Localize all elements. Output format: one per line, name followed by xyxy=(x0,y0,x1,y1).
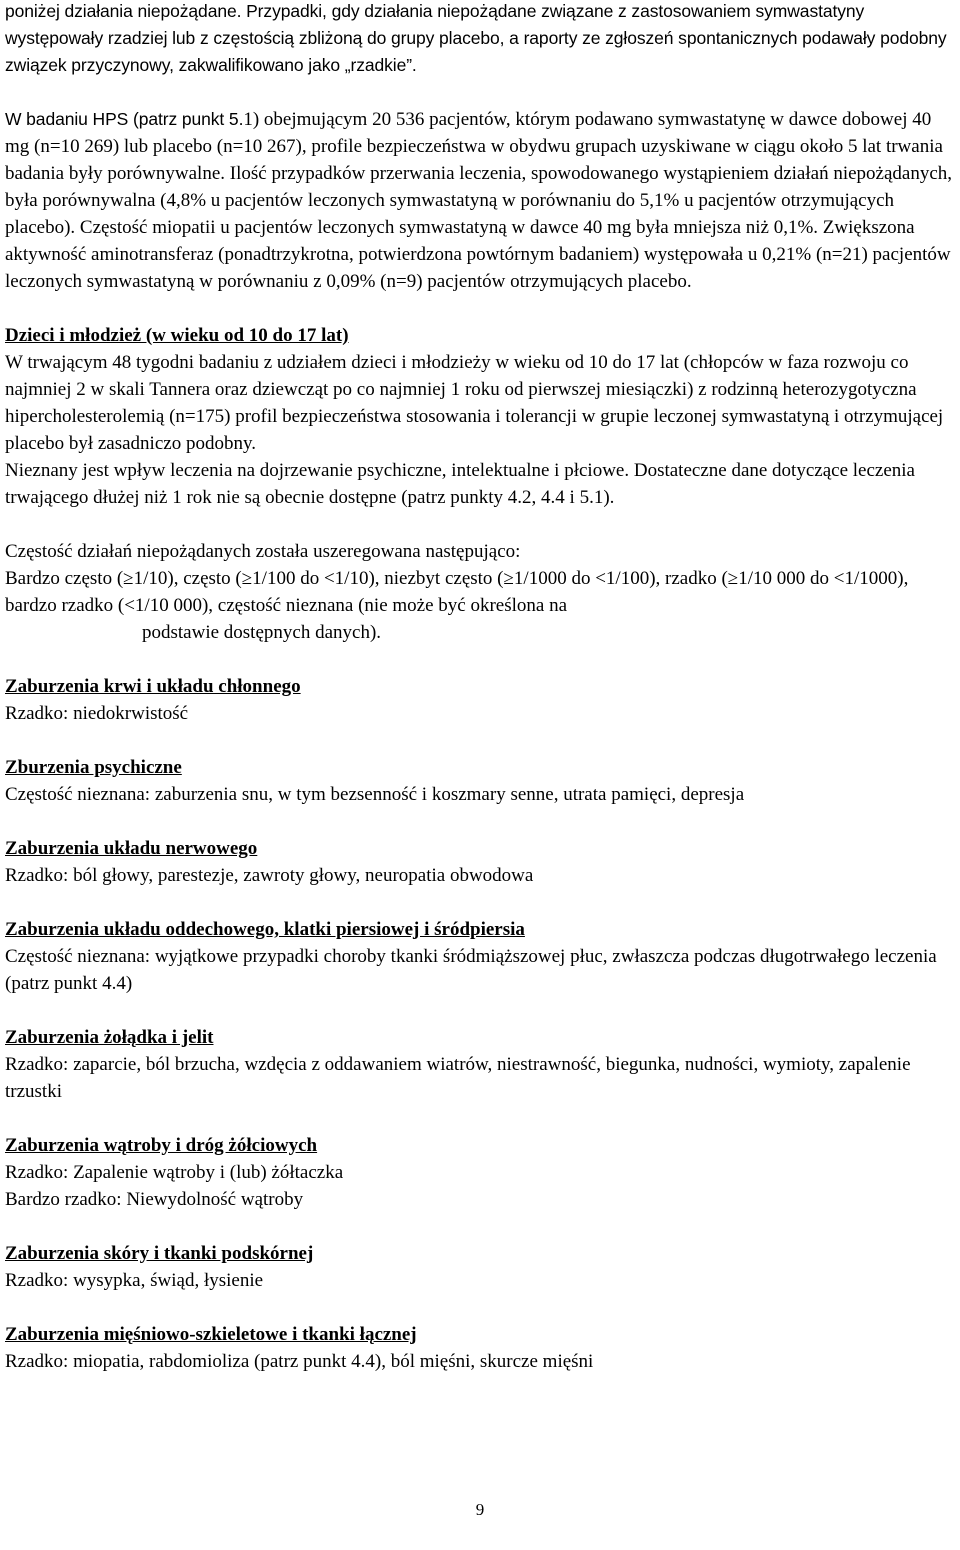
section-text: Rzadko: miopatia, rabdomioliza (patrz punkt 4.4), ból mięśni, skurcze mięśni xyxy=(5,1351,594,1372)
section-text: Rzadko: Zapalenie wątroby i (lub) żółtaczka xyxy=(5,1162,344,1183)
spacer xyxy=(5,889,955,916)
spacer xyxy=(5,808,955,835)
section-heading: Zaburzenia krwi i układu chłonnego xyxy=(5,676,301,697)
hps-paragraph xyxy=(5,106,955,295)
intro-paragraph: poniżej działania niepożądane. Przypadki, gdy działania niepożądane związane z zastosowaniem symwastatyny występowały rzadziej lub z częstością zbliżoną do grupy placebo, a raporty ze zgłoszeń spontanicznych podawały podobny związek przyczynowy, zakwalifikowano jako „rzadkie”. xyxy=(5,1,947,75)
children-heading: Dzieci i młodzież (w wieku od 10 do 17 lat) xyxy=(5,325,349,346)
hps-paragraph-body: 1) obejmującym 20 536 pacjentów, którym podawano symwastatynę w dawce dobowej 40 mg (n=10 269) lub placebo (n=10 267), profile bezpieczeństwa w obydwu grupach uzyskiwane w ciągu około 5 lat trwania badania były porównywalne. Ilość przypadków przerwania leczenia, spowodowanego wystąpieniem działań niepożądanych, była porównywalna (4,8% u pacjentów leczonych symwastatyną w porównaniu do 5,1% u pacjentów otrzymujących placebo). Częstość miopatii u pacjentów leczonych symwastatyną w dawce 40 mg była mniejsza niż 0,1%. Zwiększona aktywność aminotransferaz (ponadtrzykrotna, potwierdzona powtórnym badaniem) występowała u 0,21% (n=21) pacjentów leczonych symwastatyną w porównaniu z 0,09% (n=9) pacjentów otrzymujących placebo. xyxy=(5,109,953,292)
spacer xyxy=(5,1294,955,1321)
frequency-definition-end: podstawie dostępnych danych). xyxy=(142,622,382,643)
section-heading: Zaburzenia mięśniowo-szkieletowe i tkanki łącznej xyxy=(5,1324,417,1345)
adverse-reaction-sections xyxy=(5,673,955,1375)
section-text: Częstość nieznana: zaburzenia snu, w tym bezsenność i koszmary senne, utrata pamięci, depresja xyxy=(5,784,745,805)
hps-paragraph-lead: W badaniu HPS (patrz punkt 5. xyxy=(5,109,244,129)
frequency-definition: Bardzo często (≥1/10), często (≥1/100 do <1/10), niezbyt często (≥1/1000 do <1/100), rzadko (≥1/10 000 do <1/1000), bardzo rzadko (<1/10 000), częstość nieznana (nie może być określona na xyxy=(5,568,909,616)
spacer xyxy=(5,1213,955,1240)
section-heading: Zaburzenia wątroby i dróg żółciowych xyxy=(5,1135,318,1156)
spacer xyxy=(5,79,955,106)
children-paragraph: W trwającym 48 tygodni badaniu z udziałem dzieci i młodzieży w wieku od 10 do 17 lat (chłopców w faza rozwoju co najmniej 2 w skali Tannera oraz dziewcząt po co najmniej 1 roku od pierwszej miesiączki) z rodzinną heterozygotyczna hipercholesterolemią (n=175) profil bezpieczeństwa stosowania i tolerancji w grupie leczonej symwastatyną i otrzymującej placebo był zasadniczo podobny. xyxy=(5,352,944,454)
spacer xyxy=(5,295,955,322)
spacer xyxy=(5,997,955,1024)
page-number: 9 xyxy=(475,1500,485,1519)
section-heading: Zburzenia psychiczne xyxy=(5,757,182,778)
spacer xyxy=(5,646,955,673)
document-page xyxy=(5,0,955,1375)
section-text: Bardzo rzadko: Niewydolność wątroby xyxy=(5,1189,304,1210)
children-note: Nieznany jest wpływ leczenia na dojrzewanie psychiczne, intelektualne i płciowe. Dostateczne dane dotyczące leczenia trwającego dłużej niż 1 rok nie są obecnie dostępne (patrz punkty 4.2, 4.4 i 5.1). xyxy=(5,460,915,508)
section-text: Rzadko: wysypka, świąd, łysienie xyxy=(5,1270,264,1291)
spacer xyxy=(5,511,955,538)
section-text: Rzadko: niedokrwistość xyxy=(5,703,189,724)
section-text: Częstość nieznana: wyjątkowe przypadki choroby tkanki śródmiąższowej płuc, zwłaszcza podczas długotrwałego leczenia (patrz punkt 4.4) xyxy=(5,946,937,994)
section-heading: Zaburzenia skóry i tkanki podskórnej xyxy=(5,1243,314,1264)
section-heading: Zaburzenia układu nerwowego xyxy=(5,838,258,859)
spacer xyxy=(5,1105,955,1132)
frequency-title: Częstość działań niepożądanych została uszeregowana następująco: xyxy=(5,541,521,562)
section-heading: Zaburzenia żołądka i jelit xyxy=(5,1027,214,1048)
spacer xyxy=(5,727,955,754)
section-heading: Zaburzenia układu oddechowego, klatki piersiowej i śródpiersia xyxy=(5,919,525,940)
section-text: Rzadko: zaparcie, ból brzucha, wzdęcia z oddawaniem wiatrów, niestrawność, biegunka, nudności, wymioty, zapalenie trzustki xyxy=(5,1054,911,1102)
section-text: Rzadko: ból głowy, parestezje, zawroty głowy, neuropatia obwodowa xyxy=(5,865,534,886)
